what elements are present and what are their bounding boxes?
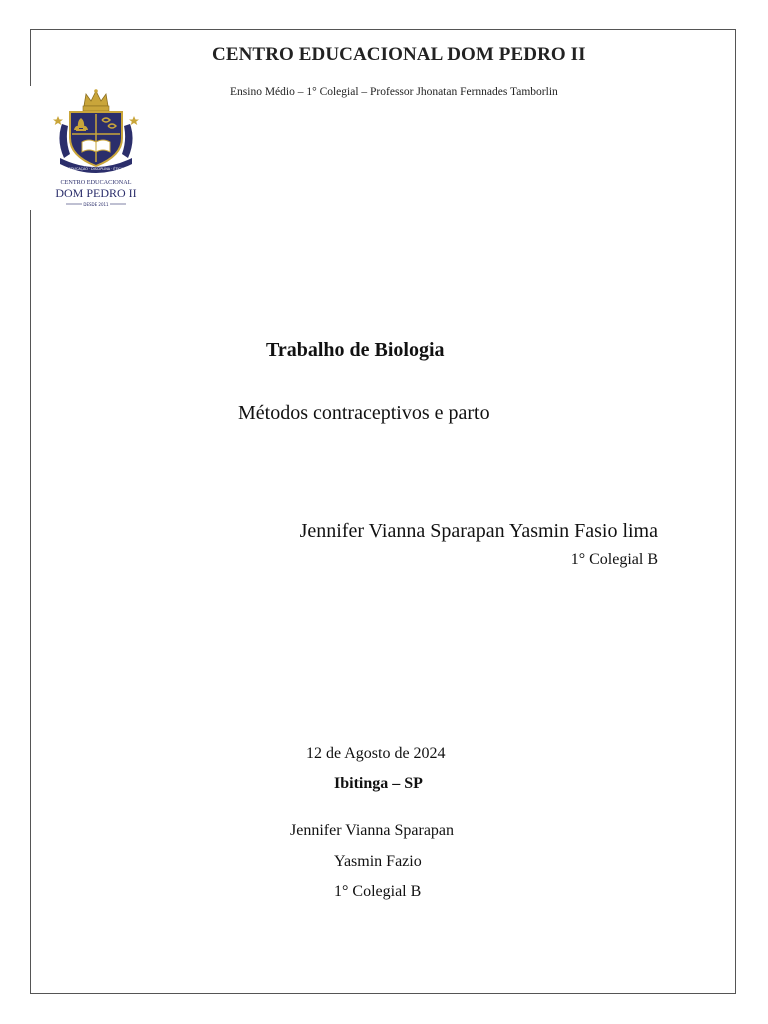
- book-icon: [82, 140, 110, 152]
- header-subtitle: Ensino Médio – 1° Colegial – Professor Jhonatan Fernnades Tamborlin: [230, 86, 558, 98]
- logo-line-1: CENTRO EDUCACIONAL: [60, 179, 132, 186]
- work-subject: Métodos contraceptivos e parto: [238, 402, 490, 424]
- logo-line-2: DOM PEDRO II: [55, 186, 137, 200]
- work-title: Trabalho de Biologia: [266, 339, 445, 361]
- authors-names: Jennifer Vianna Sparapan Yasmin Fasio lima: [299, 520, 658, 542]
- author-name-2: Yasmin Fazio: [334, 853, 422, 870]
- author-name-1: Jennifer Vianna Sparapan: [290, 822, 455, 839]
- logo-line-3: DESDE 2011: [83, 202, 109, 207]
- shield-icon: [70, 112, 122, 166]
- footer-class-label: 1° Colegial B: [334, 883, 422, 900]
- crest-ribbon-text: EDUCAÇÃO · DISCIPLINA · ÉTICA: [68, 167, 124, 171]
- school-crest-logo: [48, 88, 144, 210]
- border-gap: [26, 86, 36, 210]
- date: 12 de Agosto de 2024: [306, 745, 446, 762]
- class-label: 1° Colegial B: [570, 551, 658, 568]
- city: Ibitinga – SP: [334, 775, 423, 792]
- school-name: CENTRO EDUCACIONAL DOM PEDRO II: [212, 44, 586, 65]
- crown-icon: [83, 89, 109, 111]
